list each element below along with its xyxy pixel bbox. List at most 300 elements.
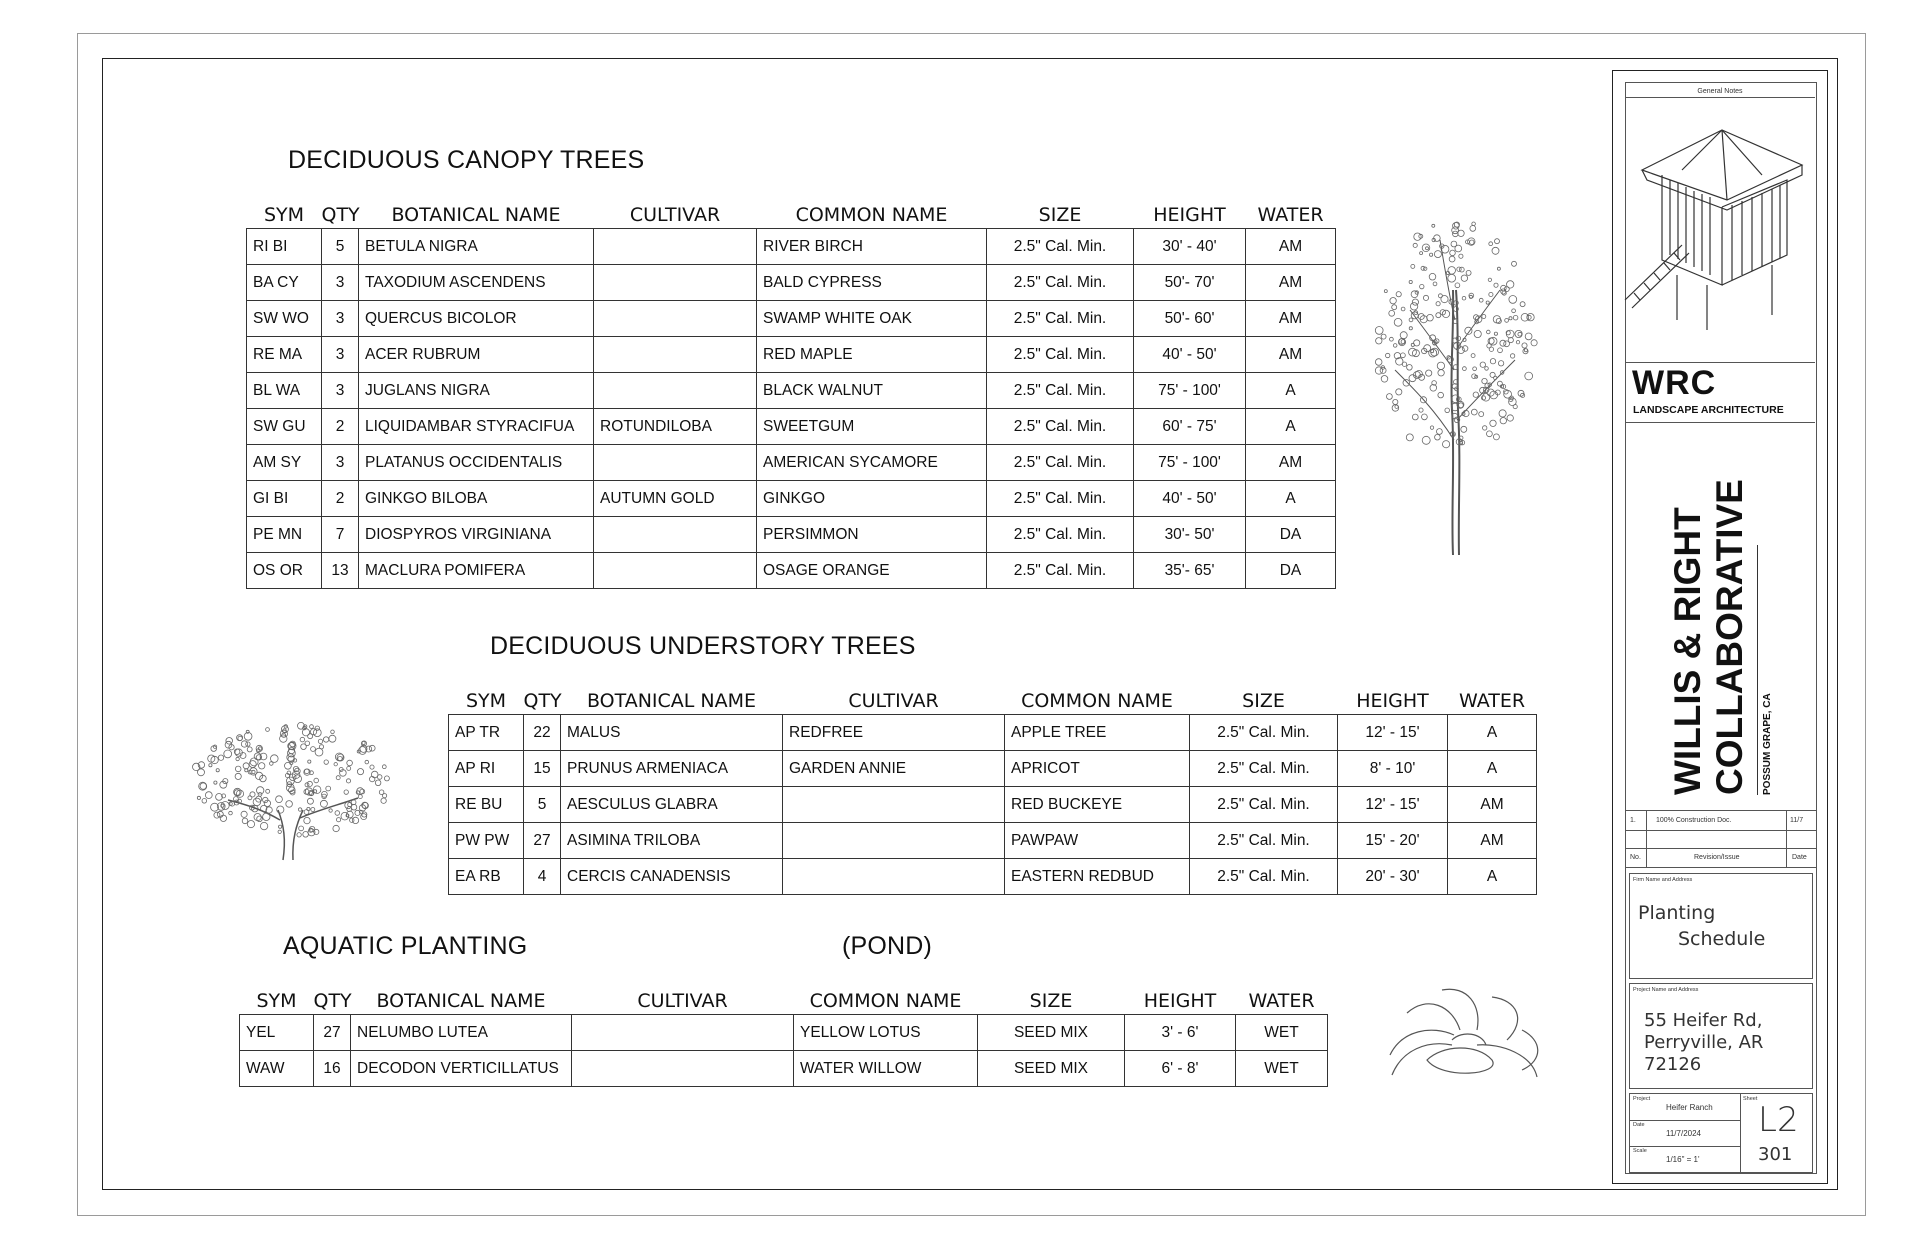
project-address-box (1629, 983, 1813, 1089)
column-header-cultivar: CULTIVAR (637, 990, 728, 1012)
cell-sym: RI BI (247, 229, 322, 265)
firm-location: POSSUM GRAPE, CA (1757, 545, 1773, 795)
cell-water: A (1448, 715, 1537, 751)
leaf-cluster (1406, 434, 1413, 441)
leaf-cluster (334, 763, 337, 766)
leaf-cluster (1486, 301, 1489, 304)
leaf-cluster (1381, 334, 1386, 339)
leaf-cluster (1500, 418, 1506, 424)
cell-height: 20' - 30' (1338, 859, 1448, 895)
leaf-cluster (1419, 408, 1423, 412)
leaf-cluster (377, 775, 382, 780)
cell-common: RIVER BIRCH (757, 229, 987, 265)
leaf-cluster (277, 806, 284, 813)
cell-sym: BL WA (247, 373, 322, 409)
leaf-cluster (308, 760, 311, 763)
column-header-common: COMMON NAME (1021, 690, 1173, 712)
leaf-cluster (1512, 309, 1516, 313)
cell-botanical: MACLURA POMIFERA (359, 553, 594, 589)
leaf-cluster (347, 760, 353, 766)
leaf-cluster (303, 832, 309, 838)
scale-label: Scale (1633, 1148, 1647, 1154)
leaf-cluster (1448, 274, 1456, 282)
column-header-sym: SYM (256, 990, 297, 1012)
leaf-cluster (214, 812, 220, 818)
leaf-cluster (1392, 305, 1397, 310)
leaf-cluster (1474, 330, 1481, 337)
cell-cultivar: AUTUMN GOLD (594, 481, 757, 517)
leaf-cluster (1518, 332, 1522, 336)
leaf-cluster (263, 813, 270, 820)
leaf-cluster (1470, 226, 1476, 232)
cell-qty: 4 (524, 859, 561, 895)
leaf-cluster (1375, 327, 1383, 335)
leaf-cluster (266, 789, 270, 793)
leaf-cluster (224, 750, 232, 758)
leaf-cluster (1470, 240, 1474, 244)
cell-water: AM (1246, 265, 1336, 301)
leaf-cluster (384, 776, 389, 781)
cell-size: 2.5" Cal. Min. (1190, 715, 1338, 751)
column-header-common: COMMON NAME (809, 990, 962, 1012)
leaf-cluster (315, 726, 319, 730)
leaf-cluster (235, 766, 241, 772)
leaf-cluster (305, 741, 310, 746)
cell-cultivar (594, 373, 757, 409)
cell-cultivar (594, 517, 757, 553)
leaf-cluster (1413, 243, 1417, 247)
leaf-cluster (1479, 412, 1484, 417)
general-notes-label: General Notes (1625, 88, 1815, 98)
issue-date: 11/7/2024 (1666, 1129, 1701, 1138)
cell-water: A (1246, 409, 1336, 445)
cell-botanical: PRUNUS ARMENIACA (561, 751, 783, 787)
leaf-cluster (243, 763, 249, 769)
leaf-cluster (1376, 338, 1382, 344)
sheet-sub-number: 301 (1758, 1144, 1793, 1165)
leaf-cluster (1442, 310, 1449, 317)
cell-qty: 2 (322, 481, 359, 517)
column-header-botanical: BOTANICAL NAME (586, 690, 757, 712)
leaf-cluster (326, 786, 331, 791)
leaf-cluster (235, 773, 241, 779)
cell-height: 75' - 100' (1134, 373, 1246, 409)
leaf-cluster (1490, 359, 1495, 364)
sheet-label: Sheet (1743, 1096, 1758, 1102)
leaf-cluster (236, 757, 239, 760)
leaf-cluster (315, 748, 323, 756)
leaf-cluster (1497, 267, 1500, 270)
cell-botanical: JUGLANS NIGRA (359, 373, 594, 409)
leaf-cluster (1394, 318, 1402, 326)
leaf-cluster (1426, 370, 1432, 376)
cell-common: PERSIMMON (757, 517, 987, 553)
cell-botanical: QUERCUS BICOLOR (359, 301, 594, 337)
leaf-cluster (1437, 429, 1443, 435)
cell-common: AMERICAN SYCAMORE (757, 445, 987, 481)
cell-cultivar (783, 823, 1005, 859)
leaf-cluster (241, 741, 247, 747)
leaf-cluster (247, 747, 252, 752)
cell-height: 50'- 60' (1134, 301, 1246, 337)
leaf-cluster (341, 812, 349, 820)
leaf-cluster (218, 755, 223, 760)
leaf-cluster (1441, 245, 1449, 253)
cell-common: BALD CYPRESS (757, 265, 987, 301)
leaf-cluster (266, 728, 270, 732)
cell-qty: 13 (322, 553, 359, 589)
leaf-cluster (286, 801, 293, 808)
leaf-cluster (1375, 359, 1382, 366)
table-row (449, 715, 1537, 751)
column-header-size: SIZE (1038, 204, 1082, 226)
cell-qty: 3 (322, 337, 359, 373)
cell-botanical: DIOSPYROS VIRGINIANA (359, 517, 594, 553)
cell-height: 12' - 15' (1338, 715, 1448, 751)
leaf-cluster (1520, 302, 1525, 307)
cell-cultivar (572, 1015, 794, 1051)
leaf-cluster (1461, 275, 1467, 281)
leaf-cluster (1429, 273, 1436, 280)
leaf-cluster (1507, 415, 1513, 421)
leaf-cluster (198, 769, 205, 776)
leaf-cluster (1412, 414, 1418, 420)
aquatic-subtitle: (POND) (842, 932, 933, 960)
leaf-cluster (1450, 250, 1456, 256)
sheet-number: L2 (1758, 1100, 1799, 1140)
leaf-cluster (1430, 253, 1433, 256)
leaf-cluster (1434, 251, 1441, 258)
leaf-cluster (276, 796, 283, 803)
leaf-cluster (1448, 267, 1456, 275)
cell-height: 15' - 20' (1338, 823, 1448, 859)
leaf-cluster (250, 792, 255, 797)
leaf-cluster (220, 815, 226, 821)
leaf-cluster (1437, 362, 1444, 369)
leaf-cluster (1430, 426, 1433, 429)
leaf-cluster (1375, 367, 1382, 374)
cell-botanical: GINKGO BILOBA (359, 481, 594, 517)
cell-qty: 3 (322, 445, 359, 481)
leaf-cluster (298, 808, 301, 811)
leaf-cluster (216, 769, 219, 772)
column-header-height: HEIGHT (1153, 204, 1226, 226)
leaf-cluster (257, 787, 264, 794)
leaf-cluster (1427, 314, 1434, 321)
leaf-cluster (369, 745, 375, 751)
aquatic-schedule-table (239, 982, 1328, 1087)
cell-qty: 27 (314, 1015, 351, 1051)
table-row (449, 859, 1537, 895)
cell-botanical: DECODON VERTICILLATUS (351, 1051, 572, 1087)
table-row (247, 445, 1336, 481)
leaf-cluster (346, 811, 353, 818)
cell-height: 35'- 65' (1134, 553, 1246, 589)
leaf-cluster (1493, 434, 1499, 440)
leaf-cluster (304, 817, 310, 823)
firm-name-line-1: WILLIS & RIGHT (1667, 507, 1708, 795)
leaf-cluster (214, 781, 217, 784)
leaf-cluster (1438, 370, 1444, 376)
leaf-cluster (1516, 341, 1519, 344)
cell-sym: RE MA (247, 337, 322, 373)
leaf-cluster (1401, 353, 1406, 358)
cell-common: RED MAPLE (757, 337, 987, 373)
cell-height: 12' - 15' (1338, 787, 1448, 823)
leaf-cluster (357, 769, 363, 775)
leaf-cluster (216, 794, 223, 801)
leaf-cluster (1471, 409, 1477, 415)
cell-botanical: ACER RUBRUM (359, 337, 594, 373)
cell-sym: EA RB (449, 859, 524, 895)
cell-common: WATER WILLOW (794, 1051, 978, 1087)
cell-sym: SW WO (247, 301, 322, 337)
cell-cultivar (594, 553, 757, 589)
cell-water: AM (1448, 823, 1537, 859)
logo-divider (1625, 362, 1815, 363)
canopy-title: DECIDUOUS CANOPY TREES (288, 146, 645, 174)
leaf-cluster (1409, 318, 1413, 322)
leaf-cluster (1479, 298, 1483, 302)
leaf-cluster (1472, 222, 1476, 226)
understory-title: DECIDUOUS UNDERSTORY TREES (490, 632, 916, 660)
leaf-cluster (1485, 367, 1489, 371)
wrc-logo-text: WRC (1632, 364, 1717, 402)
leaf-cluster (1494, 376, 1497, 379)
leaf-cluster (1455, 283, 1460, 288)
cell-water: AM (1246, 229, 1336, 265)
leaf-cluster (234, 797, 239, 802)
table-row (449, 823, 1537, 859)
revision-description: 100% Construction Doc. (1656, 817, 1732, 824)
leaf-cluster (1438, 392, 1444, 398)
cell-water: AM (1246, 301, 1336, 337)
leaf-cluster (1421, 266, 1425, 270)
leaf-cluster (1396, 389, 1402, 395)
column-header-sym: SYM (263, 204, 305, 226)
revision-number: 1. (1630, 817, 1636, 824)
leaf-cluster (338, 756, 342, 760)
leaf-cluster (1396, 292, 1401, 297)
leaf-cluster (307, 781, 312, 786)
date-label: Date (1633, 1122, 1645, 1128)
column-header-qty: QTY (313, 990, 352, 1012)
cell-cultivar: REDFREE (783, 715, 1005, 751)
cell-sym: AP RI (449, 751, 524, 787)
cell-water: WET (1236, 1051, 1328, 1087)
cell-common: PAWPAW (1005, 823, 1190, 859)
cell-height: 30' - 40' (1134, 229, 1246, 265)
leaf-cluster (1521, 314, 1529, 322)
leaf-cluster (1487, 431, 1493, 437)
address-line-1: 55 Heifer Rd, (1644, 1010, 1763, 1031)
cell-water: A (1246, 373, 1336, 409)
leaf-cluster (1420, 284, 1424, 288)
cell-botanical: ASIMINA TRILOBA (561, 823, 783, 859)
cell-qty: 3 (322, 301, 359, 337)
table-row (240, 1015, 1328, 1051)
leaf-cluster (1449, 256, 1455, 262)
leaf-cluster (300, 737, 305, 742)
cell-qty: 3 (322, 373, 359, 409)
table-header-row (240, 982, 1328, 1015)
logo-subtitle: LANDSCAPE ARCHITECTURE (1633, 404, 1784, 416)
cell-height: 50'- 70' (1134, 265, 1246, 301)
column-header-qty: QTY (523, 690, 562, 712)
cell-cultivar (594, 445, 757, 481)
leaf-cluster (209, 764, 212, 767)
table-row (247, 373, 1336, 409)
cell-size: SEED MIX (978, 1051, 1125, 1087)
column-header-size: SIZE (1029, 990, 1073, 1012)
leaf-cluster (1459, 254, 1463, 258)
cell-water: A (1448, 859, 1537, 895)
cell-qty: 15 (524, 751, 561, 787)
leaf-cluster (1435, 434, 1441, 440)
cell-water: DA (1246, 517, 1336, 553)
leaf-cluster (304, 810, 309, 815)
column-header-water: WATER (1248, 990, 1315, 1012)
leaf-cluster (1494, 332, 1497, 335)
column-header-height: HEIGHT (1143, 990, 1217, 1012)
leaf-cluster (1489, 347, 1493, 351)
cell-height: 3' - 6' (1125, 1015, 1236, 1051)
leaf-cluster (1411, 312, 1418, 319)
cell-cultivar: GARDEN ANNIE (783, 751, 1005, 787)
leaf-cluster (1525, 372, 1533, 380)
cell-size: 2.5" Cal. Min. (987, 481, 1134, 517)
leaf-cluster (270, 762, 274, 766)
leaf-cluster (320, 800, 327, 807)
cell-size: 2.5" Cal. Min. (1190, 859, 1338, 895)
leaf-cluster (1473, 367, 1477, 371)
table-row (247, 229, 1336, 265)
leaf-cluster (1488, 278, 1491, 281)
leaf-cluster (1482, 315, 1486, 319)
revision-table (1625, 810, 1817, 868)
firm-name-line-2: COLLABORATIVE (1709, 479, 1750, 795)
cell-height: 75' - 100' (1134, 445, 1246, 481)
leaf-cluster (242, 818, 248, 824)
cell-height: 40' - 50' (1134, 337, 1246, 373)
sheet-title-line-1: Planting (1638, 902, 1716, 924)
address-line-3: 72126 (1644, 1054, 1702, 1075)
leaf-cluster (1512, 261, 1517, 266)
cell-size: 2.5" Cal. Min. (987, 373, 1134, 409)
cell-qty: 2 (322, 409, 359, 445)
leaf-cluster (1499, 410, 1506, 417)
cell-sym: AM SY (247, 445, 322, 481)
leaf-cluster (1524, 349, 1527, 352)
cell-water: AM (1246, 337, 1336, 373)
project-name: Heifer Ranch (1666, 1103, 1713, 1112)
cell-height: 60' - 75' (1134, 409, 1246, 445)
leaf-cluster (362, 741, 365, 744)
cell-sym: BA CY (247, 265, 322, 301)
table-row (449, 751, 1537, 787)
cell-qty: 27 (524, 823, 561, 859)
lotus-illustration (1382, 985, 1547, 1080)
leaf-cluster (313, 729, 321, 737)
leaf-cluster (1498, 348, 1503, 353)
leaf-cluster (1386, 353, 1390, 357)
column-header-water: WATER (1458, 690, 1526, 712)
leaf-cluster (329, 735, 336, 742)
leaf-cluster (304, 789, 309, 794)
leaf-cluster (1487, 330, 1491, 334)
leaf-cluster (1495, 239, 1500, 244)
canopy-schedule-table (246, 196, 1336, 589)
leaf-cluster (1461, 426, 1467, 432)
cell-sym: SW GU (247, 409, 322, 445)
cell-qty: 3 (322, 265, 359, 301)
leaf-cluster (1462, 346, 1468, 352)
leaf-cluster (1515, 330, 1522, 337)
leaf-cluster (1509, 296, 1517, 304)
cell-common: SWEETGUM (757, 409, 987, 445)
cell-common: APRICOT (1005, 751, 1190, 787)
column-header-botanical: BOTANICAL NAME (391, 204, 561, 226)
leaf-cluster (256, 796, 262, 802)
leaf-cluster (1409, 327, 1412, 330)
leaf-cluster (285, 762, 292, 769)
leaf-cluster (383, 794, 387, 798)
leaf-cluster (1504, 341, 1510, 347)
leaf-cluster (202, 799, 207, 804)
leaf-cluster (1531, 340, 1537, 346)
cell-size: 2.5" Cal. Min. (987, 337, 1134, 373)
treehouse-logo-illustration (1622, 125, 1812, 330)
leaf-cluster (346, 779, 350, 783)
project-info-box (1629, 1093, 1813, 1173)
cell-common: BLACK WALNUT (757, 373, 987, 409)
leaf-cluster (1513, 405, 1517, 409)
leaf-cluster (1409, 280, 1412, 283)
leaf-cluster (1384, 290, 1387, 293)
sheet-title-box (1629, 873, 1813, 979)
cell-botanical: NELUMBO LUTEA (351, 1015, 572, 1051)
leaf-cluster (358, 795, 362, 799)
leaf-cluster (1390, 298, 1396, 304)
cell-water: AM (1246, 445, 1336, 481)
leaf-cluster (1498, 361, 1503, 366)
project-address-label: Project Name and Address (1633, 987, 1699, 993)
leaf-cluster (335, 811, 340, 816)
leaf-cluster (1433, 282, 1437, 286)
address-line-2: Perryville, AR (1644, 1032, 1764, 1053)
cell-sym: YEL (240, 1015, 314, 1051)
cell-common: OSAGE ORANGE (757, 553, 987, 589)
leaf-cluster (318, 739, 322, 743)
column-header-botanical: BOTANICAL NAME (376, 990, 546, 1012)
leaf-cluster (350, 818, 354, 822)
leaf-cluster (1480, 362, 1485, 367)
cell-botanical: TAXODIUM ASCENDENS (359, 265, 594, 301)
leaf-cluster (197, 796, 200, 799)
leaf-cluster (1422, 414, 1428, 420)
cell-cultivar (594, 265, 757, 301)
leaf-cluster (1420, 252, 1423, 255)
leaf-cluster (1411, 264, 1415, 268)
leaf-cluster (297, 833, 301, 837)
leaf-cluster (1436, 313, 1441, 318)
leaf-cluster (1525, 333, 1532, 340)
leaf-cluster (1436, 302, 1440, 306)
drawing-scale: 1/16" = 1' (1666, 1155, 1700, 1164)
cell-qty: 22 (524, 715, 561, 751)
leaf-cluster (324, 760, 328, 764)
leaf-cluster (229, 811, 233, 815)
